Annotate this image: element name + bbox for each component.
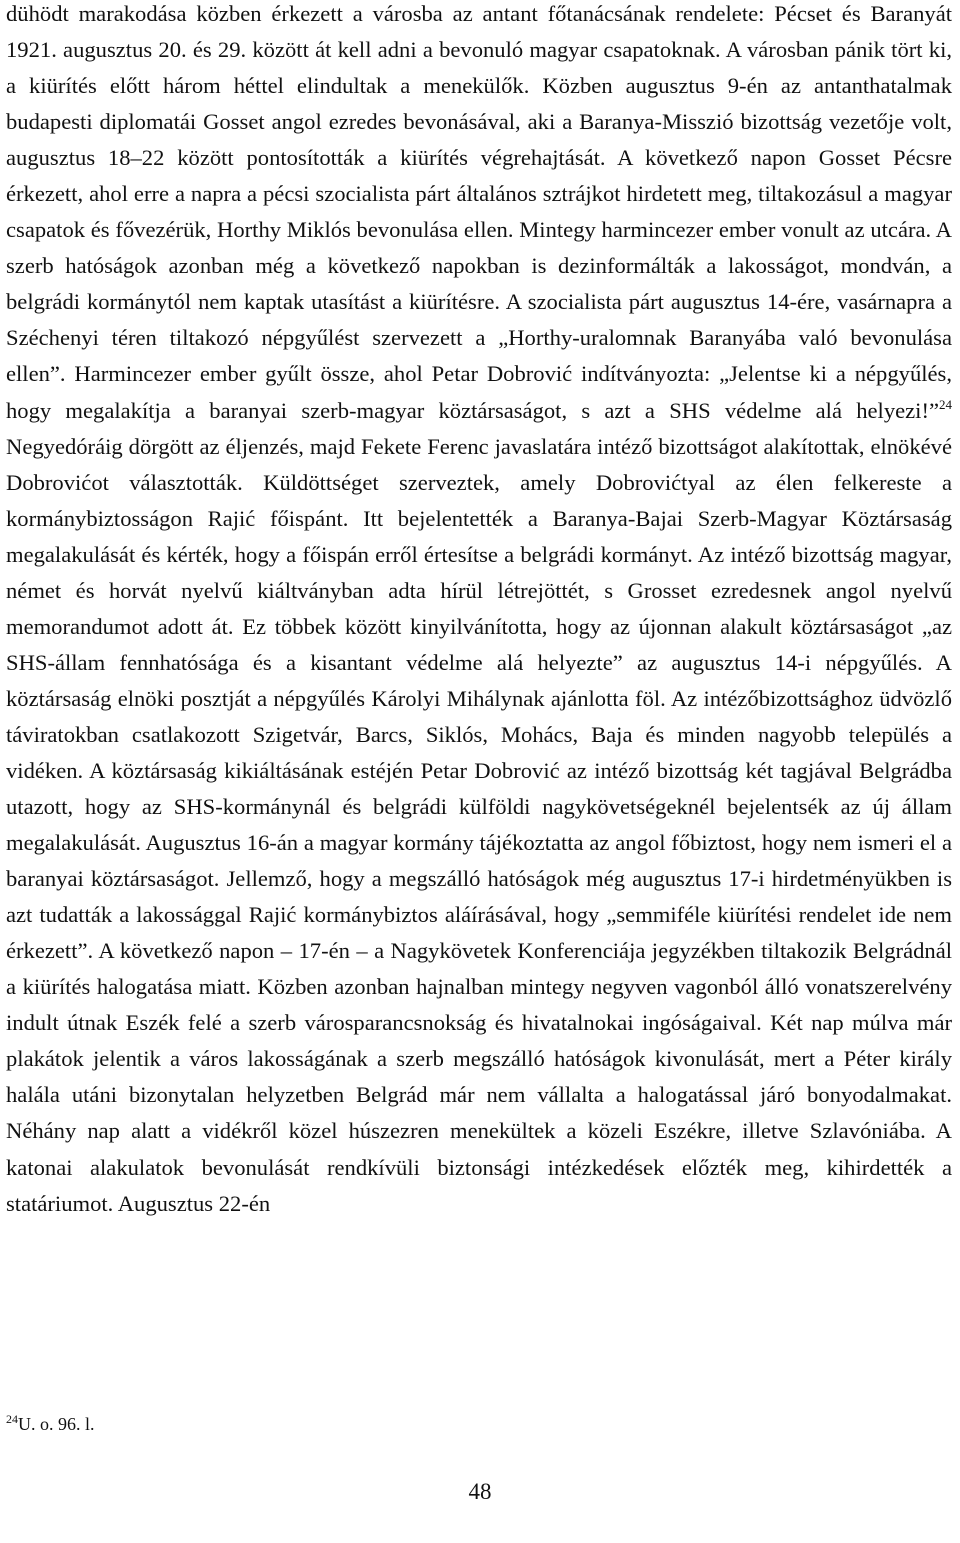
footnote-reference: 24 (939, 396, 952, 412)
body-text-part-2: Negyedóráig dörgött az éljenzés, majd Fekete Ferenc javaslatára intéző bizottságot alakítottak, elnökévé Dobrovićot választották. Küldöttséget szerveztek, amely Dobrovićtyal az élen felkereste a kormánybiztosságon Rajić főispánt. Itt bejelentették a Baranya-Bajai Szerb-Magyar Köztársaság megalakulását és kérték, hogy a főispán erről értesítse a belgrádi kormányt. Az intéző bizottság magyar, német és horvát nyelvű kiáltványban adta hírül létrejöttét, s Grosset ezredesnek angol nyelvű memorandumot adott át. Ez többek között kinyilvánította, hogy az újonnan alakult köztársaságot „az SHS-állam fennhatósága és a kisantant védelme alá helyezte” az augusztus 14-i népgyűlés. A köztársaság elnöki posztját a népgyűlés Károlyi Mihálynak ajánlotta föl. Az intézőbizottsághoz üdvözlő táviratokban csatlakozott Szigetvár, Barcs, Siklós, Mohács, Baja és minden nagyobb település a vidéken. A köztársaság kikiáltásának estéjén Petar Dobrović az intéző bizottság két tagjával Belgrádba utazott, hogy az SHS-kormánynál és belgrádi külföldi nagykövetségeknél bejelentsék az új állam megalakulását. Augusztus 16-án a magyar kormány tájékoztatta az angol főbiztost, hogy nem ismeri el a baranyai köztársaságot. Jellemző, hogy a megszálló hatóságok még augusztus 17-i hirdetményükben is azt tudatták a lakossággal Rajić kormánybiztos aláírásával, hogy „semmiféle kiürítési rendelet ide nem érkezett”. A következő napon – 17-én – a Nagykövetek Konferenciája jegyzékben tiltakozik Belgrádnál a kiürítés halogatása miatt. Közben azonban hajnalban mintegy negyven vagonból álló vonatszerelvény indult útnak Eszék felé a szerb városparancsnokság és hivatalnokai ingóságaival. Két nap múlva már plakátok jelentik a város lakosságának a szerb megszálló hatóságok kivonulását, mert a Péter király halála utáni bizonytalan helyzetben Belgrád már nem vállalta a halogatással járó bonyodalmakat. Néhány nap alatt a vidékről közel húszezren menekültek a közeli Eszékre, illetve Szlavóniába. A katonai alakulatok bevonulását rendkívüli biztonsági intézkedések előzték meg, kihirdették a statáriumot. Augusztus 22-én (6, 433, 952, 1216)
body-paragraph (6, 0, 952, 1222)
page-number: 48 (468, 1479, 492, 1504)
body-text-part-1: dühödt marakodása közben érkezett a városba az antant főtanácsának rendelete: Pécset és Baranyát 1921. augusztus 20. és 29. között át kell adni a bevonuló magyar csapatoknak. A városban pánik tört ki, a kiürítés előtt három héttel elindultak a menekülők. Közben augusztus 9-én az antanthatalmak budapesti diplomatái Gosset angol ezredes bevonásával, aki a Baranya-Misszió bizottság vezetője volt, augusztus 18–22 között pontosították a kiürítés végrehajtását. A következő napon Gosset Pécsre érkezett, ahol erre a napra a pécsi szocialista párt általános sztrájkot hirdetett meg, tiltakozásul a magyar csapatok és fővezérük, Horthy Miklós bevonulása ellen. Mintegy harmincezer ember vonult az utcára. A szerb hatóságok azonban még a következő napokban is dezinformálták a lakosságot, mondván, a belgrádi kormánytól nem kaptak utasítást a kiürítésre. A szocialista párt augusztus 14-ére, vasárnapra a Széchenyi téren tiltakozó népgyűlést szervezett a „Horthy-uralomnak Baranyába való bevonulása ellen”. Harmincezer ember gyűlt össze, ahol Petar Dobrović indítványozta: „Jelentse ki a népgyűlés, hogy megalakítja a baranyai szerb-magyar köztársaságot, s azt a SHS védelme alá helyezi!” (6, 1, 952, 423)
footnote-mark: 24 (6, 1412, 18, 1426)
footnote-text: U. o. 96. l. (18, 1414, 95, 1434)
footnote (6, 1412, 95, 1436)
